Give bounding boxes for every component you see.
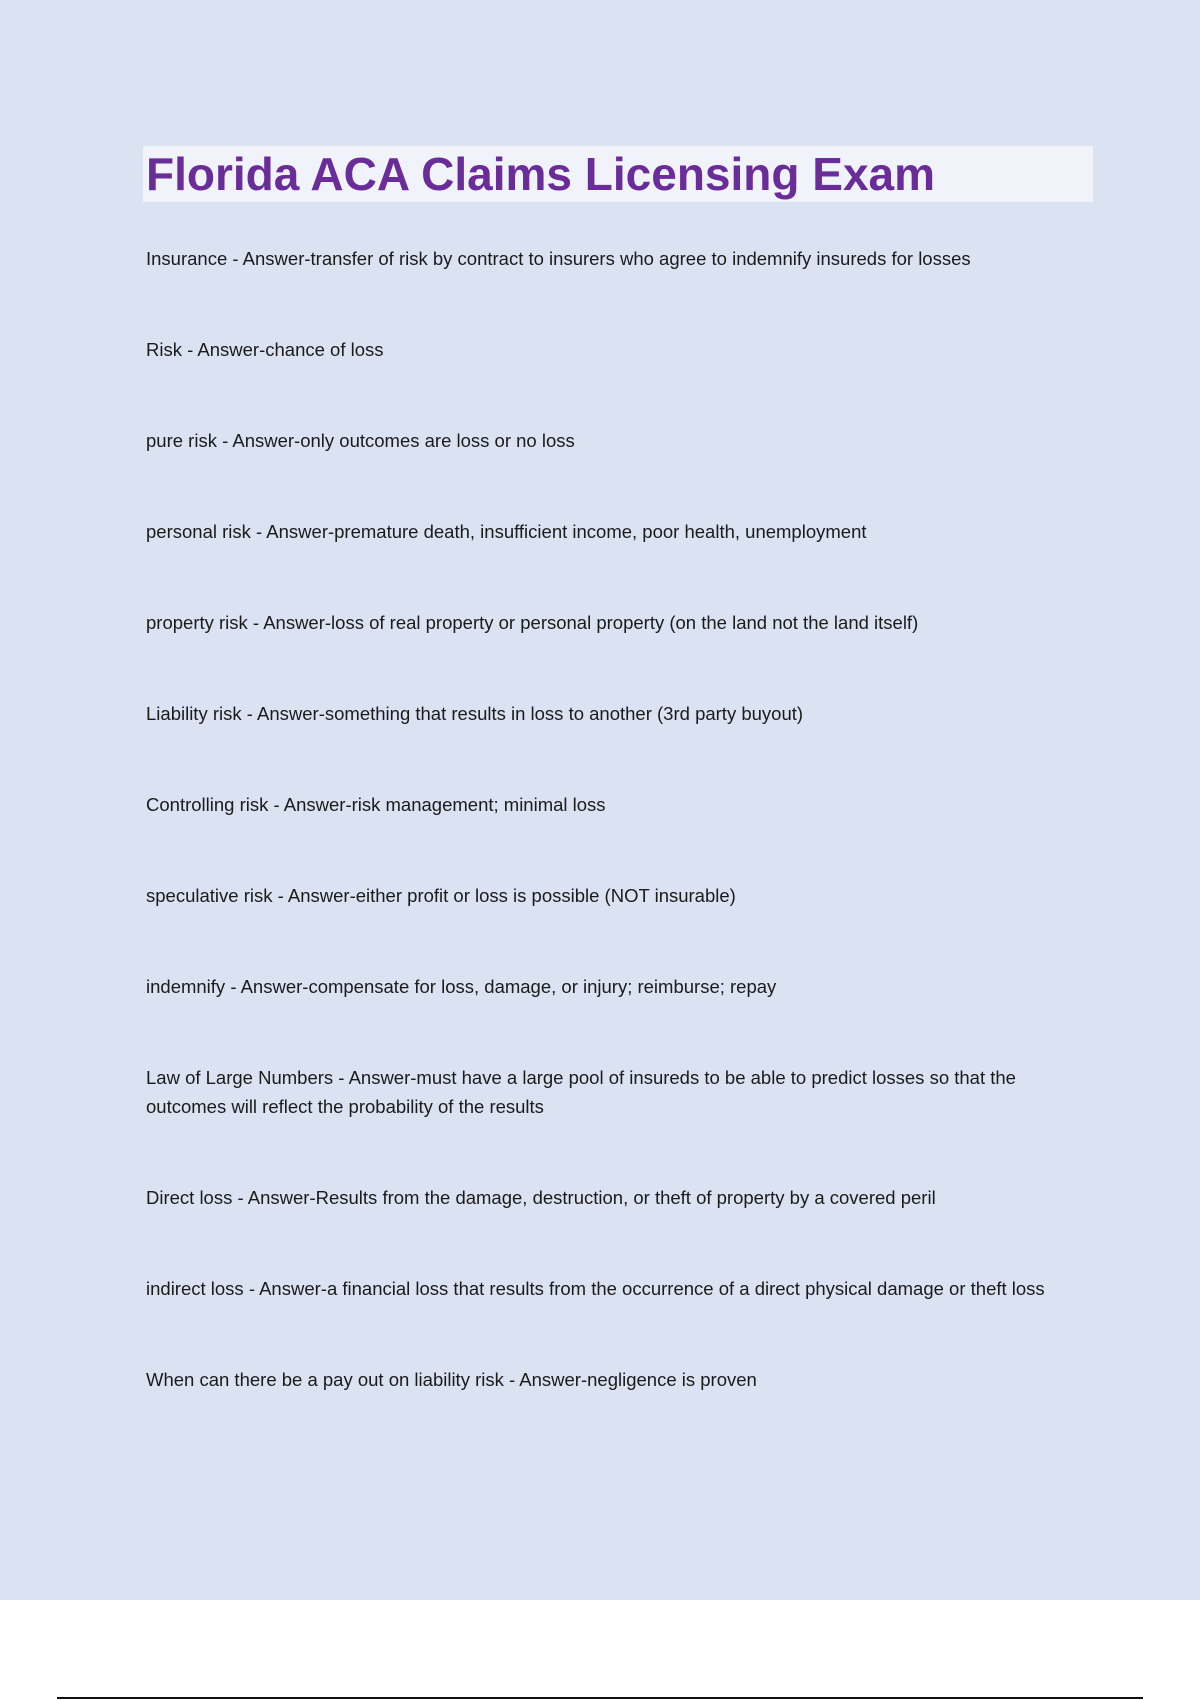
qa-entry: property risk - Answer-loss of real property or personal property (on the land not the land itself) — [146, 612, 919, 633]
qa-entry: speculative risk - Answer-either profit or loss is possible (NOT insurable) — [146, 885, 736, 906]
qa-entry: pure risk - Answer-only outcomes are loss or no loss — [146, 430, 575, 451]
qa-entry: indemnify - Answer-compensate for loss, damage, or injury; reimburse; repay — [146, 976, 777, 997]
qa-entry: Liability risk - Answer-something that results in loss to another (3rd party buyout) — [146, 703, 804, 724]
qa-entry: Direct loss - Answer-Results from the damage, destruction, or theft of property by a covered peril — [146, 1187, 936, 1208]
qa-list — [146, 244, 1076, 1456]
qa-entry: Insurance - Answer-transfer of risk by contract to insurers who agree to indemnify insureds for losses — [146, 248, 971, 269]
footer-divider — [57, 1697, 1143, 1699]
qa-entry: Risk - Answer-chance of loss — [146, 339, 384, 360]
qa-entry: When can there be a pay out on liability risk - Answer-negligence is proven — [146, 1369, 757, 1390]
qa-entry: Law of Large Numbers - Answer-must have a large pool of insureds to be able to predict losses so that the outcomes will reflect the probability of the results — [146, 1067, 1016, 1117]
qa-entry: Controlling risk - Answer-risk management; minimal loss — [146, 794, 606, 815]
qa-entry: personal risk - Answer-premature death, insufficient income, poor health, unemployment — [146, 521, 867, 542]
page-title: Florida ACA Claims Licensing Exam — [146, 148, 936, 200]
qa-entry: indirect loss - Answer-a financial loss that results from the occurrence of a direct physical damage or theft loss — [146, 1278, 1045, 1299]
